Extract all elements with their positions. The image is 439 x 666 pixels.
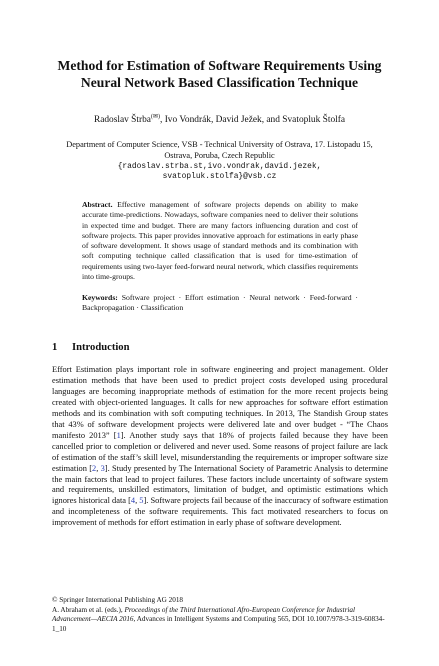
body-text-4: ]. Software projects fail because of the inaccuracy of software estimation and incompleteness of the software requirements. This fact motivated researchers to focus on improvement of methods for effort estimation in early phase of software development.: [52, 496, 389, 528]
paper-title: Method for Estimation of Software Requirements Using Neural Network Based Classification Technique: [57, 58, 382, 90]
abstract: [82, 200, 358, 282]
affiliation: [40, 140, 399, 183]
corresponding-author: Radoslav Štrba: [93, 115, 151, 126]
publication-footnote: [52, 596, 388, 634]
citation-link-5[interactable]: 5: [139, 496, 144, 506]
abstract-text: Effective management of software projects depends on ability to make accurate time-predictions. Nowadays, software companies need to deliver their solutions in expected time and budget. There are many factors influencing duration and cost of software projects. This paper provides innovative approach for estimations in early phase of software development. It shows usage of standard methods and its combination with soft computing technique called classification that is used for time-estimation of requirements using two-layer feed-forward neural network, which classifies requirements into time-groups.: [82, 200, 358, 282]
section-heading: [52, 341, 392, 354]
email-line-1: {radoslav.strba.st,ivo.vondrak,david.jezek,: [117, 161, 322, 171]
body-text-1: Effort Estimation plays important role in software engineering and project management. Older estimation methods that have been used to predict project costs developed using procedural languages are becoming inappropriate methods of estimation for the more recent projects being created with object-oriented languages. It calls for new approaches for software effort estimation methods and its combination with soft computing techniques. In 2013, The Standish Group states that 43% of software development projects were delivered late and over budget - “The Chaos manifesto 2013” [: [52, 365, 388, 440]
keywords-label: Keywords:: [82, 293, 118, 302]
citation-line: [52, 606, 388, 635]
citation-separator-2: ,: [135, 496, 140, 506]
section-number: 1: [52, 342, 58, 353]
keywords: [82, 293, 358, 314]
citation-separator: ,: [96, 463, 101, 473]
keywords-text: Software project · Effort estimation · Neural network · Feed-forward · Backpropagation · Classification: [82, 293, 358, 313]
affiliation-line-1: Department of Computer Science, VSB - Technical University of Ostrava, 17. Listopadu 15,: [66, 140, 373, 149]
author-list: [30, 111, 409, 126]
affiliation-line-2: Ostrava, Poruba, Czech Republic: [164, 150, 275, 160]
email-line-2: svatopluk.stolfa}@vsb.cz: [162, 172, 277, 182]
citation-link-1[interactable]: 1: [116, 430, 121, 440]
citation-link-4[interactable]: 4: [130, 496, 136, 506]
citation-series: , Advances in Intelligent Systems and Computing 565, DOI 10.1007/978-3-319-60834-1_10: [52, 615, 385, 633]
copyright-line: © Springer International Publishing AG 2018: [52, 596, 184, 604]
envelope-icon: (✉): [150, 114, 160, 120]
section-title: Introduction: [72, 342, 130, 353]
body-paragraph: [52, 365, 388, 529]
citation-link-2[interactable]: 2: [92, 463, 97, 473]
body-text-2: ]. Another study says that 18% of projects failed because they have been cancelled prior to completion or delivered and never used. Some reasons of project failure are lack of estimation of the staff’s skill level, misunderstanding the requirements or improper software size estimation [: [52, 430, 388, 473]
citation-link-3[interactable]: 3: [100, 463, 105, 473]
co-authors: , Ivo Vondrák, David Ježek, and Svatopluk Štolfa: [160, 115, 346, 126]
abstract-label: Abstract.: [82, 200, 113, 209]
citation-editors: A. Abraham et al. (eds.),: [52, 605, 125, 614]
citation-proceedings: Proceedings of the Third International Afro-European Conference for Industrial Advancement—AECIA 2016: [52, 605, 355, 624]
body-text-3: ]. Study presented by The International Society of Parametric Analysis to determine the main factors that lead to project failures. These factors include uncertainty of software system and requirements, unskilled estimators, limitation of budget, and optimistic estimations which ignores historical data [: [52, 463, 388, 506]
